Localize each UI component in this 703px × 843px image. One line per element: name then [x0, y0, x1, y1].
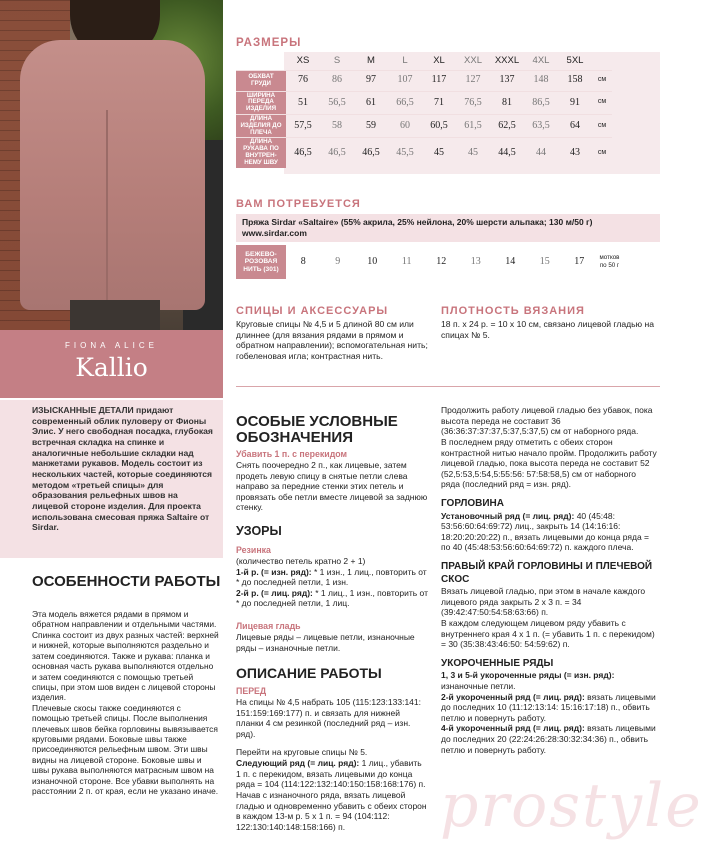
size-value: 61,5 — [456, 114, 490, 137]
size-value: 60 — [388, 114, 422, 137]
sizes-row-chest — [236, 70, 612, 91]
front-p2: Перейти на круговые спицы № 5. — [236, 747, 368, 758]
size-value: 76 — [286, 70, 320, 91]
short-rows-sub: 1, 3 и 5-й укороченные ряды (= изн. ряд): — [441, 670, 615, 681]
size-header: 5XL — [566, 54, 584, 66]
yarn-amount: 14 — [505, 255, 516, 267]
materials-title: ВАМ ПОТРЕБУЕТСЯ — [236, 198, 361, 210]
size-header: 4XL — [532, 54, 550, 66]
size-value: 44,5 — [490, 138, 524, 168]
special-text: Снять поочередно 2 п., как лицевые, затем продеть левую спицу в снятые петли слева направо за передние стенки этих петель и провязать обе петли вместе лицевой за заднюю стенку. — [236, 459, 428, 513]
row-label: ДЛИНА РУКАВА ПО ВНУТРЕН-НЕМУ ШВУ — [236, 138, 286, 168]
right-p1: Продолжить работу лицевой гладью без убавок, пока высота переда не составит 36 (36:36:37:37:37,5:37,5:37,5) см от наборного ряда. — [441, 405, 653, 437]
size-header: XS — [296, 54, 310, 66]
row-label: ОБХВАТ ГРУДИ — [236, 70, 286, 91]
row2-text: * 1 лиц., 1 изн., повторить от * до последней петли, 1 лиц. — [236, 587, 428, 609]
yarn-amount: 9 — [335, 255, 341, 267]
size-value: 86 — [320, 70, 354, 91]
size-value: 46,5 — [354, 138, 388, 168]
model-photo — [0, 0, 223, 330]
intro-lead: ИЗЫСКАННЫЕ ДЕТАЛИ — [32, 405, 134, 415]
size-value: 158 — [558, 70, 592, 91]
yarn-description: Пряжа Sirdar «Saltaire» (55% акрила, 25% нейлона, 20% шерсти альпака; 130 м/50 г) — [242, 217, 593, 227]
neckline-title: ГОРЛОВИНА — [441, 498, 505, 509]
rib-count: (количество петель кратно 2 + 1) — [236, 555, 366, 566]
name-plate — [0, 330, 223, 398]
size-value: 44 — [524, 138, 558, 168]
features-text: Эта модель вяжется рядами в прямом и обратном направлении и отдельными частями. Спинка состоит из двух разных частей: верхней и нижней, которые выполняются раздельно и затем соединяются. Также и рукава: планка и основная часть рукава выполняются отдельно и затем соединяются с помощью третьей спицы, при этом шов виден с лицевой стороны изделия. Плечевые скосы также соединяются с помощью третьей спицы. После выполнения плечевых швов бейка горловины вывязывается круговыми рядами. Боковые швы также присоединяются рельефным швом. Эти швы видны на лицевой стороне. Боковые швы и швы рукава выполняются матрасным швом на изнаночной стороне. Все убавки выполнять на расстоянии 2 п. от края, если не указано иначе. — [32, 609, 219, 797]
front-p1: На спицы № 4,5 набрать 105 (115:123:133:141: 151:159:169:177) п. и связать для нижней планки 4 см резинкой (последний ряд – изн. ряд). — [236, 696, 421, 739]
yarn-amount: 13 — [470, 255, 481, 267]
intro-text: придают современный облик пуловеру от Фионы Элис. У него свободная посадка, глубокая встречная складка на спинке и аналогичные небольшие складки над манжетами рукавов. Модель состоит из нескольких частей, которые соединяются методом «третьей спицы» для образования рельефных швов на лицевой стороне изделия. Для проекта использована смесовая пряжа Saltaire от Sirdar. — [32, 405, 213, 533]
rib-block — [236, 545, 428, 653]
yarn-band — [236, 214, 660, 242]
front-p4: Начав с изнаночного ряда, вязать лицевой гладью и одновременно убавить с обеих сторон в каждом 13-м р. 5 х 1 п. = 94 (104:112: 122:130:140:148:158:166) п. — [236, 789, 427, 832]
stockinette-text: Лицевые ряды – лицевые петли, изнаночные ряды – изнаночные петли. — [236, 632, 415, 653]
size-value: 127 — [456, 70, 490, 91]
row-label: ДЛИНА ИЗДЕЛИЯ ДО ПЛЕЧА — [236, 114, 286, 137]
sizes-title: РАЗМЕРЫ — [236, 37, 302, 49]
model-legs — [70, 300, 160, 330]
neckline-label: Установочный ряд (= лиц. ряд): — [441, 510, 575, 521]
size-header: M — [367, 54, 375, 66]
size-value: 117 — [422, 70, 456, 91]
sizes-table — [236, 52, 612, 168]
pattern-title: Kallio — [75, 352, 148, 382]
yarn-unit: мотков по 50 г — [599, 254, 620, 269]
intro-box — [0, 400, 223, 558]
rib-sub: Резинка — [236, 545, 271, 555]
unit-label: см — [592, 114, 612, 137]
size-value: 66,5 — [388, 91, 422, 114]
stockinette-sub: Лицевая гладь — [236, 621, 301, 632]
size-value: 71 — [422, 91, 456, 114]
sizes-header-row — [236, 52, 612, 70]
size-value: 56,5 — [320, 91, 354, 114]
size-value: 97 — [354, 70, 388, 91]
yarn-amount: 15 — [539, 255, 550, 267]
row2-label: 2-й р. (= лиц. ряд): — [236, 587, 313, 598]
size-value: 81 — [490, 91, 524, 114]
size-value: 76,5 — [456, 91, 490, 114]
size-value: 63,5 — [524, 114, 558, 137]
size-header: XL — [433, 54, 445, 66]
neckline-text: 40 (45:48: 53:56:60:64:69:72) лиц., закрыть 14 (14:16:16: 18:20:20:20:22) п., вязать лицевыми до конца ряда = по 40 (45:48:53:56:60:64:69:72) п. каждого плеча. — [441, 510, 650, 553]
right-neck-title: ПРАВЫЙ КРАЙ ГОРЛОВИНЫ И ПЛЕЧЕВОЙ СКОС — [441, 561, 653, 585]
yarn-amount: 12 — [436, 255, 447, 267]
features-title: ОСОБЕННОСТИ РАБОТЫ — [32, 573, 221, 590]
row1-label: 1-й р. (= изн. ряд): — [236, 566, 312, 577]
yarn-site: www.sirdar.com — [242, 228, 307, 239]
size-header: S — [333, 54, 341, 66]
unit-label: см — [592, 91, 612, 114]
short-row2-text: вязать лицевыми до последних 10 (11:12:13:14: 15:16:17:18) п., обвить петлю и повернуть работу. — [441, 691, 656, 723]
size-value: 137 — [490, 70, 524, 91]
size-value: 60,5 — [422, 114, 456, 137]
sizes-row-length — [236, 114, 612, 137]
special-title: ОСОБЫЕ УСЛОВНЫЕ ОБОЗНАЧЕНИЯ — [236, 413, 398, 446]
size-value: 64 — [558, 114, 592, 137]
size-value: 45,5 — [388, 138, 422, 168]
front-block — [236, 686, 428, 832]
short-row4-text: вязать лицевыми до последних 20 (22:24:26:28:30:32:34:36) п., обвить петлю и повернуть работу. — [441, 723, 656, 755]
size-value: 46,5 — [320, 138, 354, 168]
yarn-table — [236, 245, 623, 279]
short-rows-sub-text: изнаночные петли. — [441, 680, 516, 691]
yarn-color-label: БЕЖЕВО-РОЗОВАЯ НИТЬ (301) — [236, 245, 286, 279]
size-value: 62,5 — [490, 114, 524, 137]
gauge-title: ПЛОТНОСТЬ ВЯЗАНИЯ — [441, 305, 585, 317]
section-divider — [236, 386, 660, 387]
gauge-text: 18 п. х 24 р. = 10 х 10 см, связано лицевой гладью на спицах № 5. — [441, 319, 655, 340]
size-value: 91 — [558, 91, 592, 114]
sizes-row-sleeve — [236, 138, 612, 168]
size-value: 46,5 — [286, 138, 320, 168]
front-p3-label: Следующий ряд (= лиц. ряд): — [236, 758, 360, 769]
unit-label: см — [592, 138, 612, 168]
size-value: 51 — [286, 91, 320, 114]
yarn-amount: 11 — [401, 255, 412, 267]
size-value: 43 — [558, 138, 592, 168]
yarn-amount: 10 — [367, 255, 378, 267]
size-value: 107 — [388, 70, 422, 91]
yarn-amount: 17 — [574, 255, 585, 267]
needles-text: Круговые спицы № 4,5 и 5 длиной 80 см или длиннее (для вязания рядами в прямом и обратном направлении); вспомогательная нить; гобеленовая игла; контрастная нить. — [236, 319, 428, 362]
short-row4-label: 4-й укороченный ряд (= лиц. ряд): — [441, 723, 585, 734]
short-row2-label: 2-й укороченный ряд (= лиц. ряд): — [441, 691, 585, 702]
needles-title: СПИЦЫ И АКСЕССУАРЫ — [236, 305, 389, 317]
size-value: 61 — [354, 91, 388, 114]
size-header: L — [402, 54, 408, 66]
front-p3-text: 1 лиц., убавить 1 п. с перекидом, вязать лицевыми до конца ряда = 104 (114:122:132:140:150:158:168:176) п. — [236, 758, 426, 790]
right-p2: В последнем ряду отметить с обеих сторон контрастной нитью начало пройм. Продолжить работу лицевой гладью, пока высота переда не составит 52 (52,5:53,5:54,5:55:56: 57:58:58,5) см от наборного ряда (последний ряд = изн. ряд). — [441, 436, 657, 490]
size-value: 45 — [456, 138, 490, 168]
size-value: 58 — [320, 114, 354, 137]
right-neck-text: Вязать лицевой гладью, при этом в начале каждого лицевого ряда закрыть 2 х 3 п. = 34 (39:42:47:50:54:58:63:66) п. В каждом следующем лицевом ряду убавить с внутреннего края 4 х 1 п. (= убавить 1 п. с перекидом) = 30 (35:38:43:46:50: 54:59:62) п. — [441, 586, 655, 650]
size-value: 86,5 — [524, 91, 558, 114]
designer-name: FIONA ALICE — [65, 341, 158, 350]
size-header: XXL — [464, 54, 482, 66]
size-value: 148 — [524, 70, 558, 91]
watermark: prostyle — [440, 771, 703, 841]
short-rows-title: УКОРОЧЕННЫЕ РЯДЫ — [441, 657, 554, 669]
size-value: 45 — [422, 138, 456, 168]
patterns-title: УЗОРЫ — [236, 524, 282, 538]
special-sub: Убавить 1 п. с перекидом — [236, 449, 348, 459]
sizes-row-width — [236, 91, 612, 114]
unit-label: см — [592, 70, 612, 91]
size-value: 59 — [354, 114, 388, 137]
row1-text: * 1 изн., 1 лиц., повторить от * до последней петли, 1 изн. — [236, 566, 427, 588]
row-label: ШИРИНА ПЕРЕДА ИЗДЕЛИЯ — [236, 91, 286, 114]
size-value: 57,5 — [286, 114, 320, 137]
yarn-amount: 8 — [300, 255, 306, 267]
sweater-back — [20, 40, 205, 310]
special-block — [236, 449, 428, 513]
right-block — [441, 405, 657, 755]
size-header: XXXL — [494, 54, 520, 66]
yarn-row — [236, 245, 623, 279]
work-title: ОПИСАНИЕ РАБОТЫ — [236, 665, 382, 681]
front-sub: ПЕРЕД — [236, 686, 267, 696]
